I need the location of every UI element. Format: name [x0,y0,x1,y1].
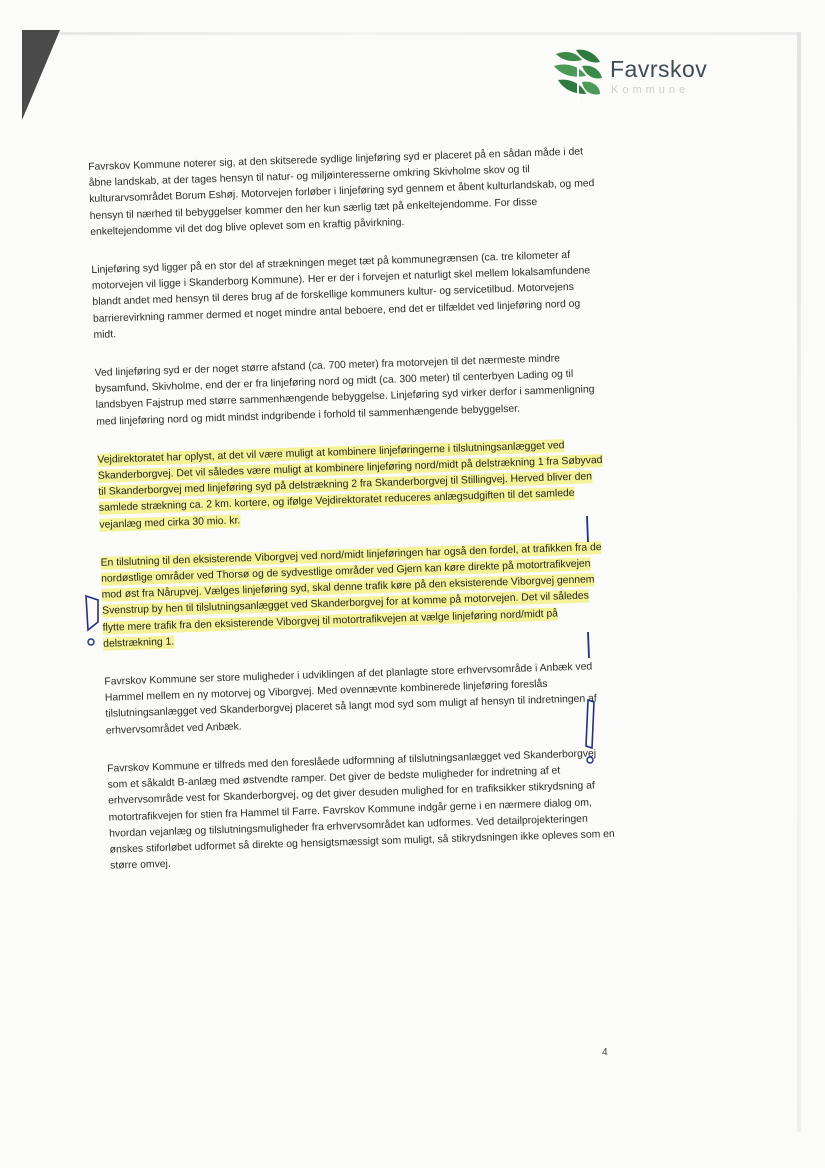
highlighted-text: Vejdirektoratet har oplyst, at det vil være muligt at kombinere linjeføringerne i tilslutningsanlægget ved Skanderborgvej. Det vil således være muligt at kombinere linjeføring nord/midt på delstrækning 1 fra Søbyvad til Skanderborgvej med linjeføring syd på delstrækning 2 fra Skanderborgvej til Stillingvej. Herved bliver den samlede strækning ca. 2 km. kortere, og ifølge Vejdirektoratet reduceres anlægsudgiften til det samlede vejanlæg med cirka 30 mio. kr. [97,440,603,531]
paragraph-2: Linjeføring syd ligger på en stor del af strækningen meget tæt på kommunegrænsen (ca. tre kilometer af motorvejen vil ligge i Skanderborg Kommune). Her er der i forvejen et naturligt skel mellem lokalsamfundene blandt andet med hensyn til deres brug af de forskellige kommuners kultur- og servicetilbud. Motorvejens barrierevirkning rammer dermed et noget mindre antal beboere, end det er tilfældet ved linjeføring nord og midt. [91,249,591,341]
logo-name: Favrskov [610,56,708,82]
paragraph-3: Ved linjeføring syd er der noget større afstand (ca. 700 meter) fra motorvejen til det nærmeste mindre bysamfund, Skivholme, end der er fra linjeføring nord og midt (ca. 300 meter) til centerbyen Lading og til landsbyen Fajstrup med større sammenhængende bebyggelse. Linjeføring syd virker derfor i sammenligning med linjeføring nord og midt mindst indgribende i forhold til sammenhængende bebyggelser. [94,353,595,428]
pen-vertical-mark [584,630,594,660]
pen-vertical-mark [582,514,592,544]
highlighted-paragraph-5 [100,540,613,653]
leaf-logo-icon [552,48,604,102]
highlighted-text: En tilslutning til den eksisterende Viborgvej ved nord/midt linjeføringen har også den fordel, at trafikken fra de nordøstlige områder ved Thorsø og de sydvestlige områder ved Gjern kan køre direkte på motortrafikvejen mod øst fra Nårupvej. Vælges linjeføring syd, skal denne trafik køre på den eksisterende Viborgvej gennem Svenstrup by hen til tilslutningsanlægget ved Skanderborgvej for at komme på motorvejen. Det vil således flytte mere trafik fra den eksisterende Viborgvej til motortrafikvejen at vælge linjeføring nord/midt på delstrækning 1. [100,541,602,650]
paragraph-7: Favrskov Kommune er tilfreds med den foreslåede udformning af tilslutningsanlægget ved Skanderborgvej som et såkaldt B-anlæg med østvendte ramper. Det giver de bedste muligheder for indretning af et erhvervsområde vest for Skanderborgvej, og det giver desuden mulighed for en trafiksikker stikrydsning af motortrafikvejen for stien fra Hammel til Farre. Favrskov Kommune indgår gerne i en nærmere dialog om, hvordan vejanlæg og tilslutningsmuligheder fra erhvervsområdet kan udformes. Ved detailprojekteringen ønskes stiforløbet udformet så direkte og hensigtsmæssigt som muligt, så stikrydsningen ikke opleves som en større omvej. [106,748,615,872]
page-number: 4 [602,1047,608,1058]
logo-subtitle: Kommune [611,84,690,96]
scan-top-edge [60,32,800,35]
paragraph-1: Favrskov Kommune noterer sig, at den skitserede sydlige linjeføring syd er placeret på en sådan måde i det åbne landskab, at der tages hensyn til natur- og miljøinteresserne omkring Skivholme skov og til kulturarvsområdet Borum Eshøj. Motorvejen forløber i linjeføring syd gennem et åbent kulturlandskab, og med hensyn til nærhed til bebyggelser kommer den her kun særlig tæt på enkeltejendomme. For disse enkeltejendomme vil det dog blive oplevet som en kraftig påvirkning. [88,146,595,238]
highlighted-paragraph-4 [97,437,609,534]
scan-right-edge [797,32,801,1132]
letter-body [88,144,621,897]
paragraph-6: Favrskov Kommune ser store muligheder i udviklingen af det planlagte store erhvervsområde i Anbæk ved Hammel mellem en ny motorvej og Viborgvej. Med ovennævnte kombinerede linjeføring foreslås tilslutningsanlægget ved Skanderborgvej placeret så langt mod syd som muligt af hensyn til indretningen af erhvervsområdet ved Anbæk. [104,661,597,737]
favrskov-logo [552,48,722,104]
pen-bracket-mark [82,592,102,648]
pen-bracket-mark [582,696,600,768]
scan-shadow-corner [22,30,62,120]
